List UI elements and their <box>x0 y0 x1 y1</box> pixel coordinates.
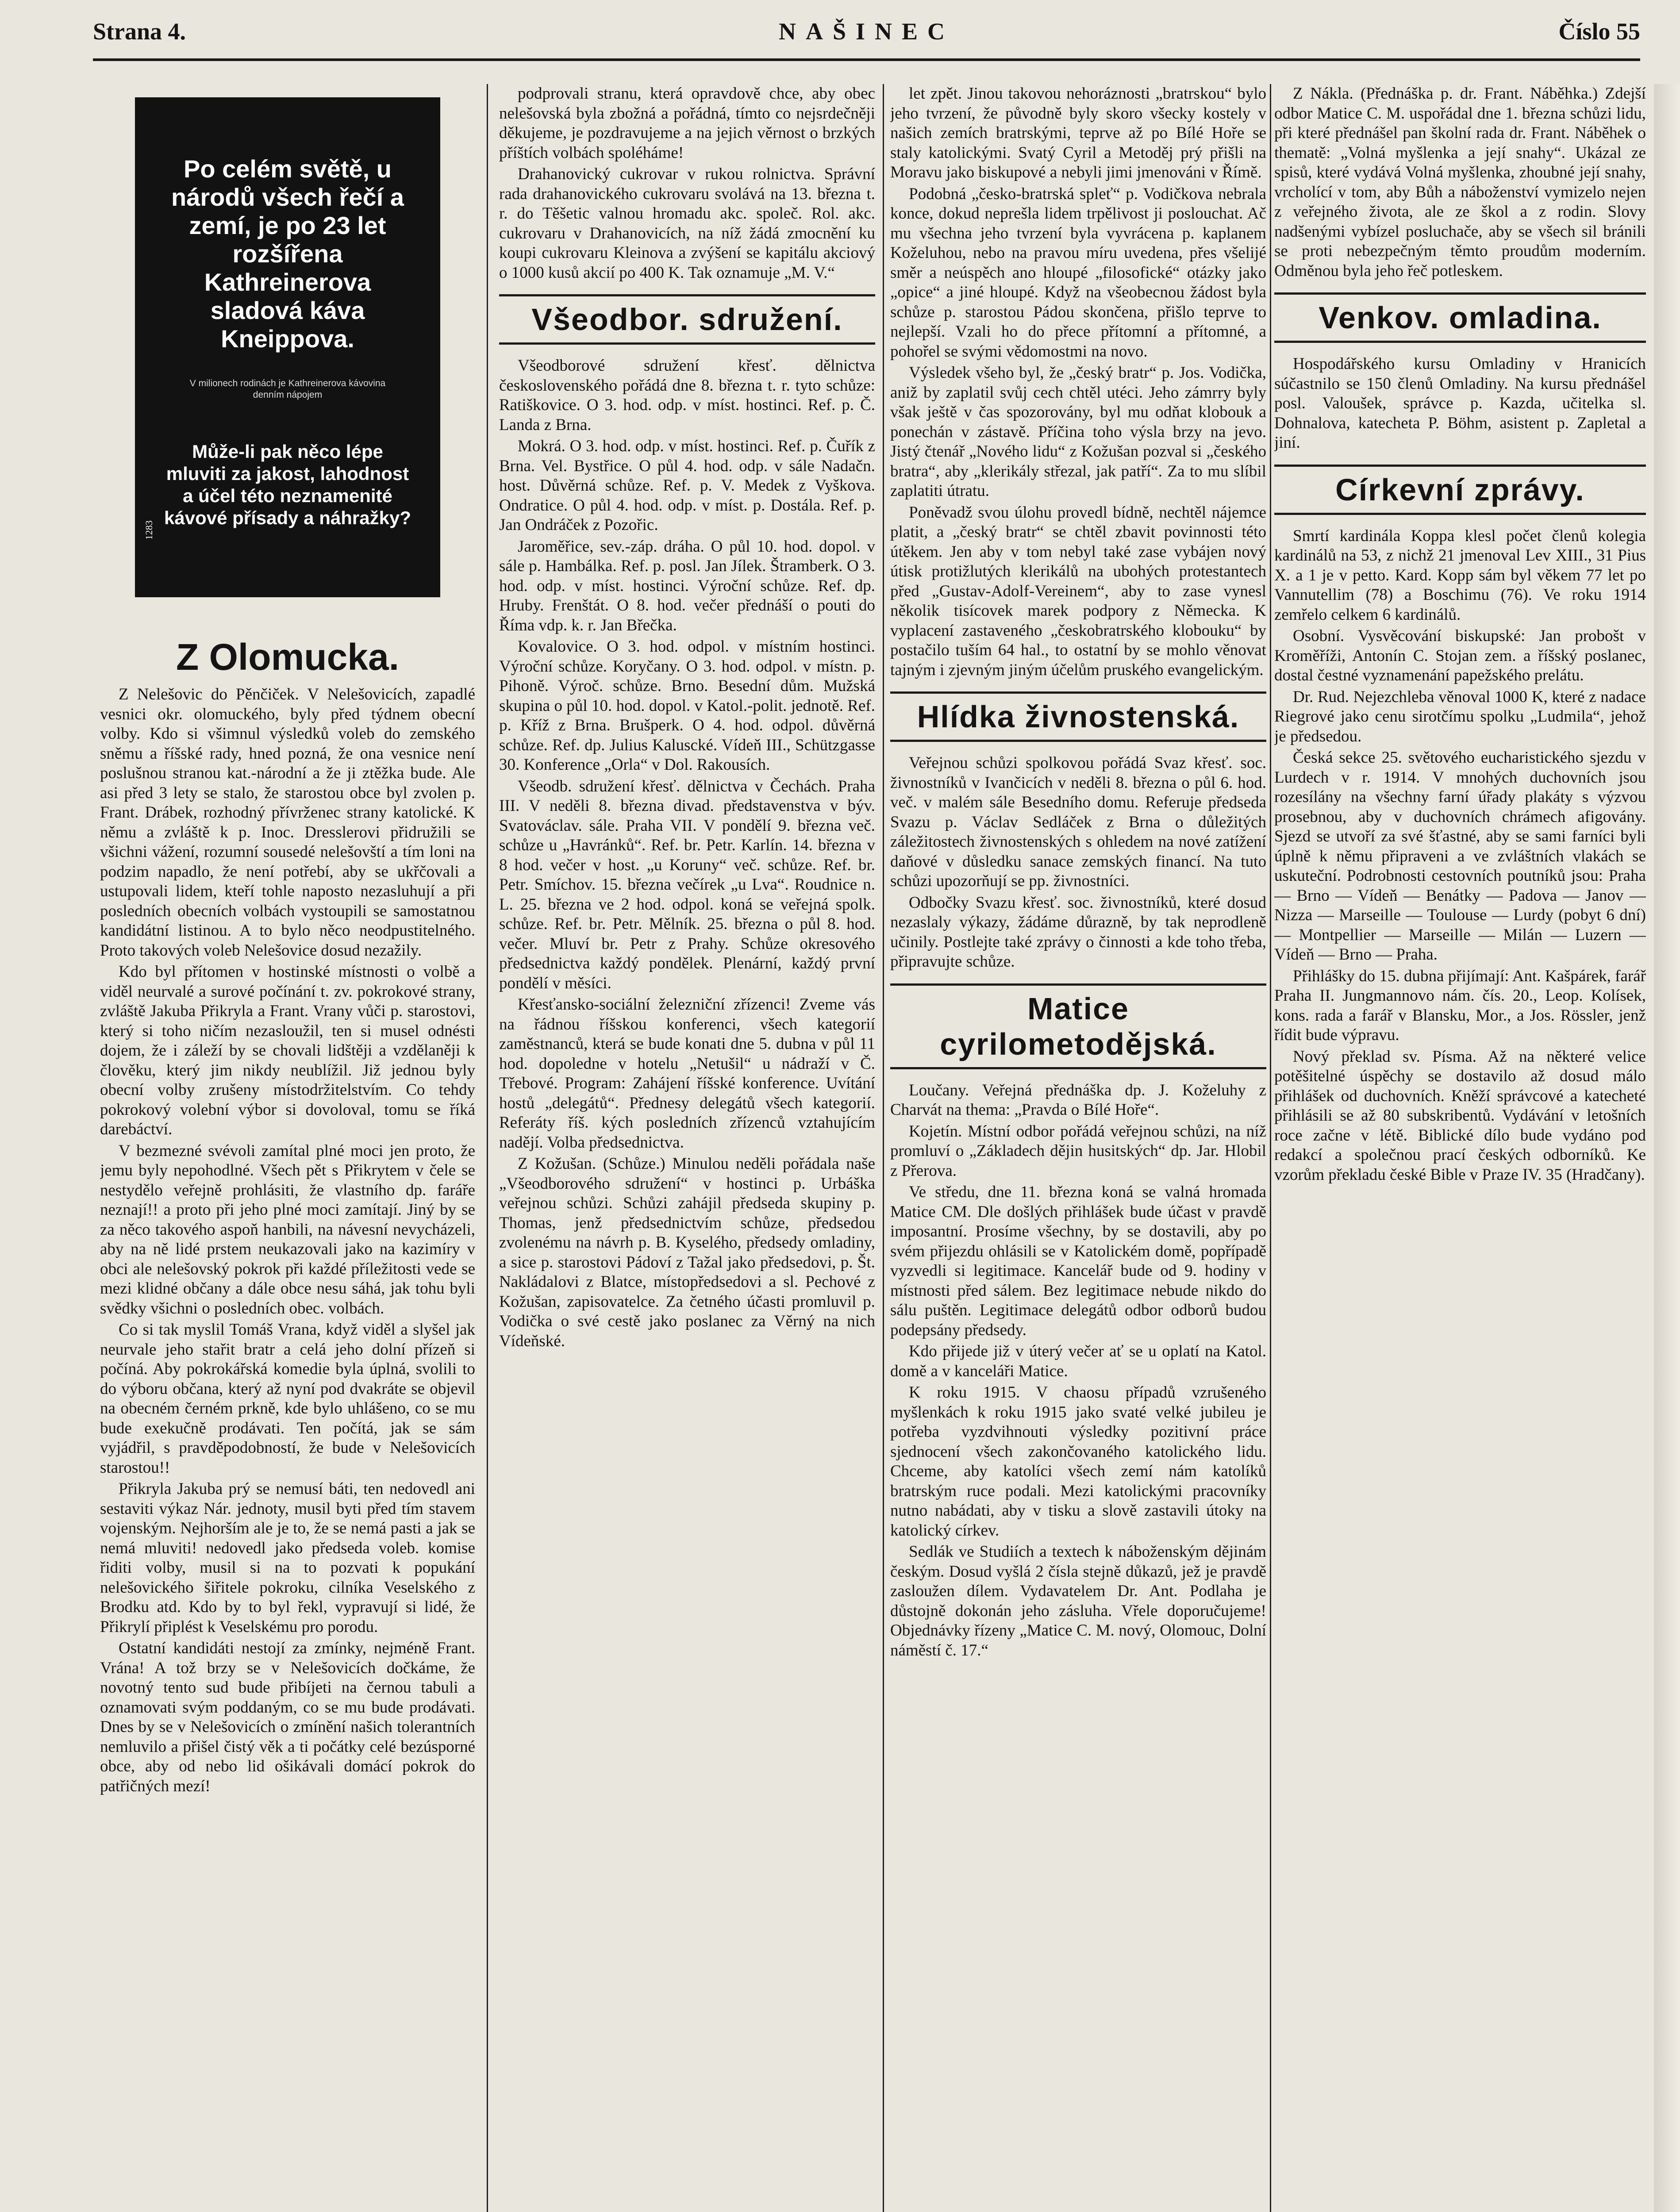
page-header <box>93 10 1640 61</box>
column-4 <box>1274 84 1646 2212</box>
article-paragraph: Kovalovice. O 3. hod. odpol. v místním hostinci. Výroční schůze. Koryčany. O 3. hod. odpol. v místn. p. Pihoně. Výroč. schůze. Brno. Besední dům. Mužská skupina o půl 10. hod. dopol. v Katol.-polit. jednotě. Ref. p. Kříž z Brna. Brušperk. O 4. hod. odpol. důvěrná schůze. Ref. dp. Julius Kaluscké. Vídeň III., Schützgasse 30. Konference „Orla“ v Dol. Rakousích. <box>499 637 875 774</box>
article-paragraph: Mokrá. O 3. hod. odp. v míst. hostinci. Ref. p. Čuřík z Brna. Vel. Bystřice. O půl 4. hod. odp. v sále Nadačn. host. Důvěrná schůze. Ref. p. V. Medek z Vyškova. Ondratice. O půl 4. hod. odp. v míst. p. Dostála. Ref. p. Jan Ondráček z Pozořic. <box>499 437 875 534</box>
ad-headline: Po celém světě, u národů všech řečí a zemí, je po 23 let rozšířena Kathreinerova sladová káva Kneippova. <box>171 155 404 353</box>
section-heading-z-olomucka: Z Olomucka. <box>176 636 400 678</box>
column-rule <box>1270 84 1271 2212</box>
article-paragraph: Ostatní kandidáti nestojí za zmínky, nejméně Frant. Vrána! A tož brzy se v Nelešovicích dočkáme, že novotný tento sud bude přibíjeti na černou tabuli a oznamovati svým poddaným, co se mu bude prodávati. Dnes by se v Nelešovicích o zmínění našich tolerantních nemluvilo a přišel čistý věk a ti počátky celé bezúsporné obce, aby od nebo lid ošikávali domácí pokrok do patřičných mezí! <box>100 1639 475 1795</box>
article-paragraph: V bezmezné svévoli zamítal plné moci jen proto, že jemu byly nepohodlné. Všech pět s Přikrytem v čele se nestydělo veřejně prohlásiti, že vlastního dp. faráře neznají!! a proto při jeho plné moci zamítají. Jiný by se za něco takového aspoň hanbili, na návesní nevycházeli, aby na ně lidé prstem neukazovali jako na kazimíry v obci ale nelešovský pokrok při každé příležitosti vede se mezi klidné občany a dále obce nesu sáhá, jak tohu byli svědky všichni o posledních obec. volbách. <box>100 1141 475 1317</box>
next-page-edge <box>1654 84 1680 2212</box>
article-paragraph: Ve středu, dne 11. března koná se valná hromada Matice CM. Dle došlých přihlášek bude účast v pravdě imposantní. Prosíme všechny, by se dostavili, aby po svém přijezdu ohlásili se v Katolickém domě, popřípadě vyzvedli si legitimace. Kancelář bude od 9. hodiny v místnosti před sálem. Bez legitimace nebude nikdo do sálu puštěn. Legitimace delegátů odbor odborů budou podepsány předsedy. <box>890 1183 1266 1339</box>
article-paragraph: Kojetín. Místní odbor pořádá veřejnou schůzi, na níž promluví o „Základech dějin husitských“ dp. Jar. Hlobil z Přerova. <box>890 1122 1266 1180</box>
article-paragraph: Drahanovický cukrovar v rukou rolnictva. Správní rada drahanovického cukrovaru svolává na 13. března t. r. do Těšetic valnou hromadu akc. společ. Rol. akc. cukrovaru v Drahanovicích, na níž žádá zmocnění ku koupi cukrovaru Kleinova a zvýšení se kapitálu akciový o 1000 kusů akcií po 400 K. Tak oznamuje „M. V.“ <box>499 165 875 282</box>
article-paragraph: K roku 1915. V chaosu případů vzrušeného myšlenkách k roku 1915 jako svaté velké jubileu je potřeba vyzdvihnouti výsledky pozitivní práce sjednocení všech zakončovaného katolického lidu. Chceme, aby katolíci všech zemí nám katolíků bratrským ruce podali. Mezi katolickými pracovníky nutno nabádati, aby v tisku a slově zastavili útoky na katolický církev. <box>890 1383 1266 1540</box>
kathreiner-advertisement <box>135 97 440 597</box>
article-paragraph: Přikryla Jakuba prý se nemusí báti, ten nedovedl ani sestaviti výkaz Nár. jednoty, musil byti před tím stavem vojenským. Nejhorším ale je to, že se nemá pasti a jak se nemá mluviti! nedovedl jako předseda voleb. komise řiditi volby, musil si na to pozvati k popukání nelešovického šiřitele pokroku, cilníka Veselského z Brodku atd. Kdo by to byl řekl, vypravují si lidé, že Přikrylí připlést k Veselskému pro porodu. <box>100 1480 475 1636</box>
article-paragraph: Odbočky Svazu křesť. soc. živnostníků, které dosud nezaslaly výkazy, žádáme důrazně, by tak neprodleně učinily. Postlejte také zprávy o činnosti a kde toho třeba, připravujte schůze. <box>890 893 1266 971</box>
section-heading-cirkevni: Církevní zprávy. <box>1274 465 1646 515</box>
article-paragraph: Z Nákla. (Přednáška p. dr. Frant. Náběhka.) Zdejší odbor Matice C. M. uspořádal dne 1. března schůzi lidu, při které přednášel pan školní rada dr. Frant. Náběhek o thematě: „Volná myšlenka a její snahy“. Ukázal ze spisů, které vydává Volná myšlenka, zhoubné její snahy, vrcholící v tom, aby Bůh a náboženství vymizelo nejen z veřejného života, ale ze škol a z rodin. Slovy nadšenými vybízel posluchače, aby se všech sil bránili se proti nebezpečným těmto proudům moderním. Odměnou byla jeho řeč potleskem. <box>1274 84 1646 280</box>
article-paragraph: Sedlák ve Studiích a textech k náboženským dějinám českým. Dosud vyšlá 2 čísla stejně důkazů, jež je pravdě zasloužen dílem. Vydavatelem Dr. Ant. Podlaha je důstojně dokonán jeho zásluha. Vřele doporučujeme! Objednávky řízeny „Matice C. M. nový, Olomouc, Dolní náměstí č. 17.“ <box>890 1543 1266 1659</box>
article-paragraph: Podobná „česko-bratrská spleť“ p. Vodičkova nebrala konce, dokud neprešla lidem trpělivost ji poslouchat. Ač mu všechna jeho tvrzení byla vyvrácena p. kaplanem Koželuhou, nebo na pravou míru uvedena, přes všelijé směr a neúspěch ano hloupé „filosofické“ otázky jako „opice“ a jiné hloupé. Když na všeobecnou žádost byla schůze p. starostou Pádou skončena, přišlo teprve to nejlepší. Vzali ho do přece přítomní a přítomné, a pohořel se svými vědomostmi na novo. <box>890 184 1266 361</box>
article-paragraph: Dr. Rud. Nejezchleba věnoval 1000 K, které z nadace Riegrové jako cenu sirotčímu spolku „Ludmila“, jehož je předsedou. <box>1274 687 1646 745</box>
article-paragraph: Všeodb. sdružení křesť. dělnictva v Čechách. Praha III. V neděli 8. března divad. představenstva v býv. Svatováclav. sále. Praha VII. V pondělí 9. března več. schůze u „Havránků“. Ref. br. Petr. Karlín. 14. března v 8 hod. večer v host. „u Koruny“ več. schůze. Ref. br. Petr. Smíchov. 15. března večírek „u Lva“. Roudnice n. L. 25. března ve 2 hod. odpol. koná se veřejná spolk. schůze. Ref. br. Petr. Mělník. 25. března o půl 8. hod. večer. Mluví br. Petr z Prahy. Schůze okresového předsednictva každý pondělek. Plenární, každý první pondělí v měsíci. <box>499 777 875 992</box>
article-paragraph: Výsledek všeho byl, že „český bratr“ p. Jos. Vodička, aniž by zaplatil svůj cech chtěl utéci. Jeho zámrry byly však ještě v čas spozorovány, byl mu odňat klobouk a ponechán v zástavě. Příčina toho výsla brzy na jevo. Jistý čtenář „Nového lidu“ z Kožušan pozval si „českého bratra“, aby „klerikály střezal, jak patří“. Za to mu slíbil zaplatiti útratu. <box>890 364 1266 500</box>
issue-number: Číslo 55 <box>1558 18 1640 45</box>
article-paragraph: Co si tak myslil Tomáš Vrana, když viděl a slyšel jak neurvale jeho stařit bratr a celá jeho dolní přízeň si počíná. Aby pokrokářská komedie byla úplná, svolili to do výboru občana, který až nyní pod dvakráte se objevil na obecném černém prkně, kde bylo uhlášeno, co se mu bude exekučně prodávati. Ten počítá, jak se sám vyjádřil, s pravděpodobností, že bude v Nelešovicích starostou!! <box>100 1321 475 1477</box>
article-paragraph: Poněvadž svou úlohu provedl bídně, nechtěl nájemce platit, a „český bratr“ se chtěl zbavit povinnosti této útěkem. Jen aby v tom nebyl také zase vybájen nový útisk protižlutých klerikálů na ubohých protestantech před „Gustav-Adolf-Vereinem“, aby to zase vynesl několik tisícovek marek podpory z Německa. K vyplacení zastaveného „českobratrského klobouku“ by postačilo tuším 64 hal., to ostatní by se mohlo věnovat tajným i zjevným jiným účelům pruského evangelickým. <box>890 503 1266 679</box>
article-paragraph: Jaroměřice, sev.-záp. dráha. O půl 10. hod. dopol. v sále p. Hambálka. Ref. p. posl. Jan Jílek. Štramberk. O 3. hod. odp. v míst. hostinci. Výroční schůze. Ref. dp. Hruby. Frenštát. O 8. hod. večer přednáší o pouti do Říma vdp. k. r. Jan Břečka. <box>499 537 875 634</box>
article-paragraph: Z Nelešovic do Pěnčiček. V Nelešovicích, zapadlé vesnici okr. olomuckého, byly před týdnem obecní volby. Kdo si všimnul výsledků voleb do zemského sněmu a říšské rady, hned pozná, že ona vesnice není poslušnou stranou kat.-národní a že ji ztěžka bude. Ale asi před 3 lety se stalo, že starostou obce byl zvolen p. Frant. Drábek, rozhodný přívrženec strany katolické. K němu a zvláště k p. Inoc. Dresslerovi přidružili se všichni vážení, rozumní sousedé nelešovští a tím loni na podzim napadlo, že není potřebí, aby se ukřčovali a ustupovali lidem, kteří tohle naposto nezasluhují a při posledních obecních volbách vystoupili se samostatnou kandidátní listinou. A to bylo něco neodpustitelného. Proto takových voleb Nelešovice dosud nezažily. <box>100 685 475 960</box>
section-heading-matice: Matice cyrilometodějská. <box>890 983 1266 1069</box>
ad-slogan: Může-li pak něco lépe mluviti za jakost, lahodnost a účel této neznamenité kávové přísady a náhražky? <box>164 441 411 528</box>
ad-fine-print: V milionech rodinách je Kathreinerova kávovina denním nápojem <box>189 378 386 400</box>
column-rule <box>487 84 488 2212</box>
column-1 <box>100 84 475 2212</box>
article-paragraph: Křesťansko-sociální železniční zřízenci! Zveme vás na řádnou říšskou konferenci, všech kategorií zaměstnanců, která se bude konati dne 5. dubna v půl 11 hod. dopoledne v hotelu „Netušil“ u nádraží v Č. Třebové. Program: Zahájení říšské konference. Uvítání hostů „delegátů“. Přednesy delegátů všech kategorií. Referáty říš. kých posledních zřízenců vztahujícím nadějí. Volba předsednictva. <box>499 995 875 1152</box>
section-heading-vseodbor: Všeodbor. sdružení. <box>499 294 875 345</box>
article-paragraph: Nový překlad sv. Písma. Až na některé velice potěšitelné úspěchy se dostavilo až dosud málo přihlášek od duchovních. Kněží správcové a katecheté přihlásili se až 80 subskribentů. Vydávání v letošních roce začne v létě. Biblické dílo bude vydáno pod redakcí a společnou prací českých odborníků. Ke vzorům překladu české Bible v Praze IV. 35 (Hradčany). <box>1274 1047 1646 1184</box>
article-paragraph: Smrtí kardinála Koppa klesl počet členů kolegia kardinálů na 53, z nichž 21 jmenoval Lev XIII., 31 Pius X. a 1 je v petto. Kard. Kopp sám byl věkem 77 let po Vannutellim (78) a Boschimu (76). Ve roku 1914 zemřelo celkem 6 kardinálů. <box>1274 526 1646 624</box>
article-paragraph: Kdo přijede již v úterý večer ať se u oplatí na Katol. domě a v kanceláři Matice. <box>890 1342 1266 1380</box>
column-2 <box>499 84 875 2212</box>
masthead-title: NAŠINEC <box>778 18 955 45</box>
page-number: Strana 4. <box>93 18 186 45</box>
article-paragraph: podprovali stranu, která opravdově chce, aby obec nelešovská byla zbožná a pořádná, tímto co nejsrdečněji děkujeme, je pozdravujeme a na jejich věrnost o brzkých příštích volbách spoléháme! <box>499 84 875 162</box>
article-paragraph: Veřejnou schůzi spolkovou pořádá Svaz křesť. soc. živnostníků v Ivančicích v neděli 8. března o půl 6. hod. več. v malém sále Besedního domu. Referuje předseda Svazu p. Václav Sedláček z Brna o důležitých záležitostech živnostenských s ohledem na nové zatížení daňové v důsledku sanace zemských financí. Na tuto schůzi upozorňují se pp. živnostníci. <box>890 754 1266 890</box>
article-paragraph: Osobní. Vysvěcování biskupské: Jan probošt v Kroměříži, Antonín C. Stojan zem. a říšský poslanec, dostal čestné vyznamenání papežského prelátu. <box>1274 627 1646 684</box>
article-paragraph: Kdo byl přítomen v hostinské místnosti o volbě a viděl neurvalé a surové počínání t. zv. pokrokové strany, zvláště Jakuba Přikryla a Frant. Vrany vůči p. starostovi, který si toho ničím nezasloužil, ten si musel odnésti dojem, že i záleží by se chovali lidštěji a vzdělaněji k člověku, který jim nikdy neublížil. Již jednou byly obecní volby zrušeny místodržitelstvím. Co tehdy pokrokový volební výbor si dovoloval, tomu se říká darebáctví. <box>100 963 475 1138</box>
ad-code: 1283 <box>143 520 154 540</box>
article-paragraph: Z Kožušan. (Schůze.) Minulou neděli pořádala naše „Všeodborového sdružení“ v hostinci p. Urbáška veřejnou schůzi. Schůzi zahájil předseda skupiny p. Thomas, jenž předsednictvím schůze, předsedou zvolenému na návrh p. B. Kyselého, předsedy omladiny, a sice p. starostovi Pádoví z Tažal jako předsedovi, p. Št. Nakládalovi z Blatce, místopředsedovi a sl. Pechové z Kožušan, zapisovatelce. Za četného účasti promluvil p. Vodička o své cestě jako poslanec za Věrný na nich Vídeňské. <box>499 1155 875 1350</box>
article-paragraph: Loučany. Veřejná přednáška dp. J. Koželuhy z Charvát na thema: „Pravda o Bílé Hoře“. <box>890 1081 1266 1119</box>
column-3 <box>890 84 1266 2212</box>
section-heading-venkov: Venkov. omladina. <box>1274 292 1646 343</box>
column-rule <box>883 84 884 2212</box>
article-paragraph: Hospodářského kursu Omladiny v Hranicích súčastnilo se 150 členů Omladiny. Na kursu přednášel posl. Valoušek, správce p. Kazda, učitelka sl. Dohnalova, katecheta P. Böhm, asistent p. Zapletal a jiní. <box>1274 355 1646 452</box>
article-paragraph: Přihlášky do 15. dubna přijímají: Ant. Kašpárek, farář Praha II. Jungmannovo nám. čís. 20., Leop. Kolísek, kons. rada a farář v Blansku, Mor., a Jos. Rössler, jenž řídit bude výpravu. <box>1274 967 1646 1044</box>
article-paragraph: Všeodborové sdružení křesť. dělnictva československého pořádá dne 8. března t. r. tyto schůze: Ratiškovice. O 3. hod. odp. v míst. hostinci. Ref. p. Č. Landa z Brna. <box>499 357 875 434</box>
section-heading-hlidka: Hlídka živnostenská. <box>890 691 1266 742</box>
article-paragraph: let zpět. Jinou takovou nehoráznosti „bratrskou“ bylo jeho tvrzení, že původně byly skoro všecky kostely v našich zemích bratrskými, teprve až po Bílé Hoře se staly katolickými. Svatý Cyril a Metoděj prý přišli na Moravu jako biskupové a nebyli jimi jmenováni v Římě. <box>890 84 1266 181</box>
article-paragraph: Česká sekce 25. světového eucharistického sjezdu v Lurdech v r. 1914. V mnohých duchovních jsou rozesílány na všechny farní úřady plakáty s výzvou prosebnou, aby v duchovních chrámech afigovány. Sjezd se utvoří za své šťastné, aby se sami farníci byli úplně k němu připraveni a ve zvláštních vlakách se uskuteční. Podrobnosti cestovních poutníků jsou: Praha — Brno — Vídeň — Benátky — Padova — Janov — Nizza — Marseille — Toulouse — Lurdy (pobyt 6 dní) — Montpellier — Marseille — Milán — Luzern — Vídeň — Brno — Praha. <box>1274 749 1646 964</box>
